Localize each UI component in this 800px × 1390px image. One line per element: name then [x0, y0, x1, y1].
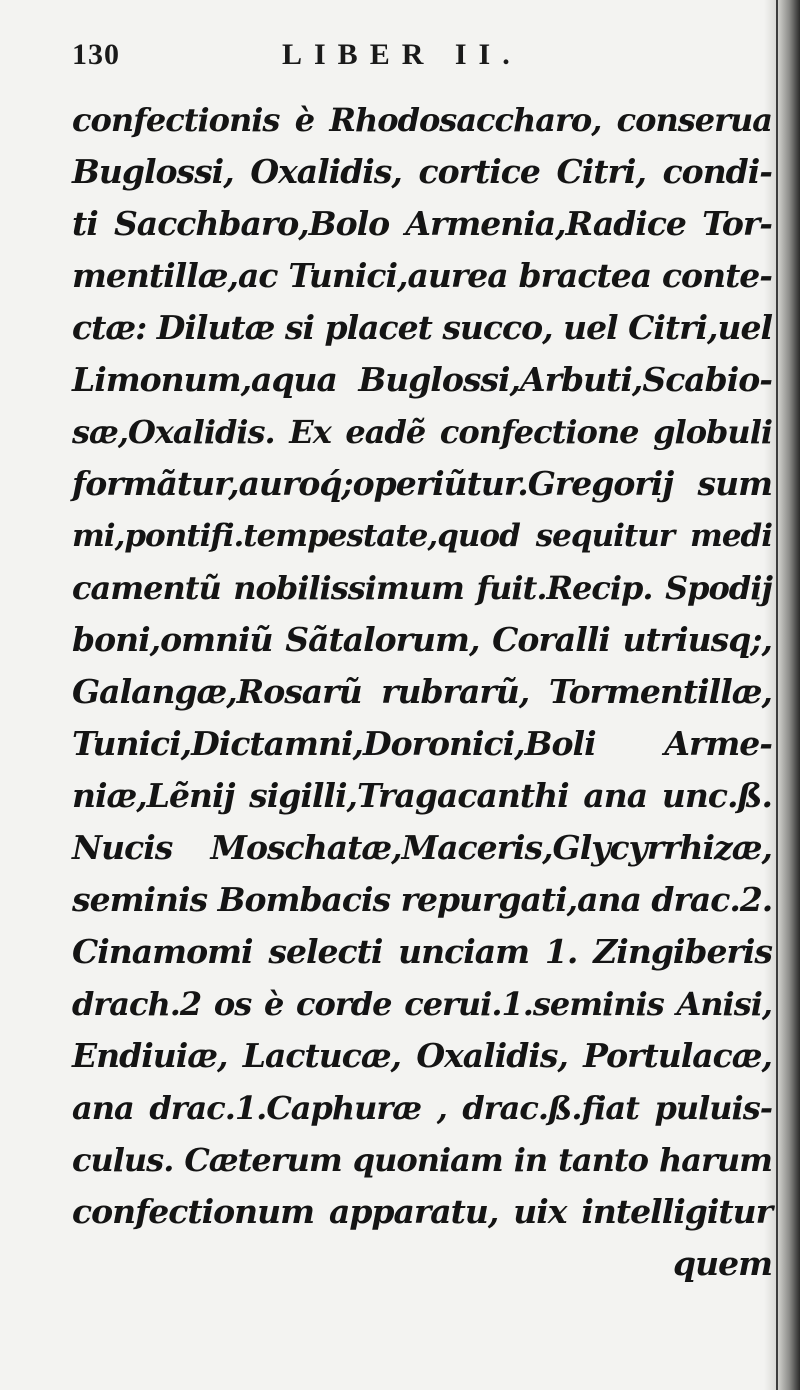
body-text: [72, 94, 772, 1290]
text-line: ti Sacchbaro,Bolo Armenia,Radice Tor-: [72, 204, 772, 243]
text-line: Galangæ,Rosarũ rubrarũ, Tormentillæ,: [72, 672, 772, 711]
text-line: Nucis Moschatæ,Maceris,Glycyrrhizæ,: [72, 828, 772, 867]
text-line: mi,pontifi.tempestate,quod sequitur medi: [72, 518, 772, 554]
text-line: seminis Bombacis repurgati,ana drac.2.: [72, 880, 773, 919]
binding-shadow-line: [776, 0, 778, 1390]
text-line: sæ,Oxalidis. Ex eadẽ confectione globuli: [72, 413, 772, 451]
text-line: ana drac.1.Caphuræ , drac.ß.fiat puluis-: [72, 1089, 772, 1127]
text-line: Endiuiæ, Lactucæ, Oxalidis, Portulacæ,: [72, 1036, 772, 1075]
text-line: confectionum apparatu, uix intelligitur: [72, 1192, 772, 1231]
text-line: boni,omniũ Sãtalorum, Coralli utriusq;,: [72, 620, 772, 659]
text-line: culus. Cæterum quoniam in tanto harum: [72, 1141, 772, 1179]
running-head: LIBER II.: [282, 38, 522, 71]
page-number: 130: [72, 38, 120, 71]
text-line: Buglossi, Oxalidis, cortice Citri, condi-: [72, 152, 772, 191]
text-line: Cinamomi selecti unciam 1. Zingiberis: [72, 932, 772, 971]
text-line: camentũ nobilissimum fuit.Recip. Spodij: [72, 569, 772, 607]
text-line: confectionis è Rhodosaccharo, conserua: [72, 101, 772, 139]
text-line: formãtur,auroq́;operiũtur.Gregorij sum: [72, 464, 772, 503]
text-line: Tunici,Dictamni,Doronici,Boli Arme-: [72, 724, 772, 763]
text-line: mentillæ,ac Tunici,aurea bractea conte-: [72, 256, 772, 295]
page-header: [72, 38, 572, 82]
catchword: quem: [673, 1244, 772, 1283]
text-line: Limonum,aqua Buglossi,Arbuti,Scabio-: [72, 360, 772, 399]
text-line: ctæ: Dilutæ si placet succo, uel Citri,uel: [72, 308, 773, 347]
text-line: niæ,Lẽnij sigilli,Tragacanthi ana unc.ß.: [72, 776, 772, 815]
text-line: drach.2 os è corde cerui.1.seminis Anisi,: [72, 985, 772, 1023]
